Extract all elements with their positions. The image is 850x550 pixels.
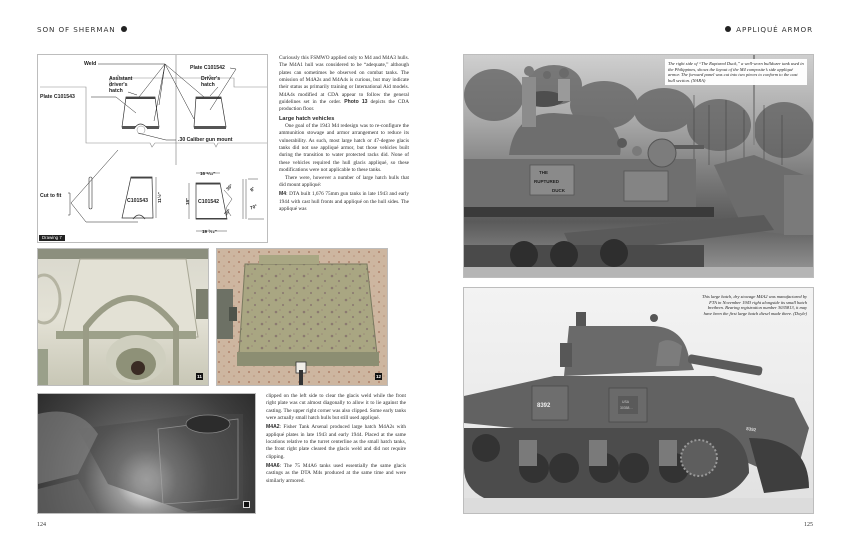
text-column-top [279, 55, 409, 213]
welding-production-floor-image [38, 394, 256, 514]
text-m4a6: : The 75 M4A6 tanks used essentially the same glacis castings as the DTA M4s produced at the same time and were similarly armored. [266, 463, 406, 484]
m4a2-tank-image [464, 288, 814, 514]
callout-weld: Weld [84, 61, 97, 67]
part-label-c101543: C101543 [127, 198, 149, 204]
photo-number-badge: 12 [375, 374, 382, 379]
dimension-c101543-height: 11½" [157, 192, 162, 203]
svg-text:THE: THE [539, 170, 548, 175]
page-number-right: 125 [804, 522, 813, 528]
dimension-angle-b: 30° [223, 208, 232, 217]
running-head-left-text: SON OF SHERMAN [37, 25, 116, 34]
photo-m4a2-large-hatch [463, 287, 814, 514]
paragraph-fsmwo: Curiously this FSMWO applied only to M4 and M4A3 hulls. The M4A1 hull was considered to be “adequate,” although plates can sometimes be observed on combat tanks. The omission of M4A2s and M4A4s is curious, but may indicate their status as primarily training or International Aid models. M4A4s modified at CDA appear to follow the general guidelines set in the order. [279, 55, 409, 106]
dimension-angle-d: 70° [249, 203, 258, 211]
ornament-bullet-icon [725, 26, 731, 32]
label-m4a2: M4A2 [266, 424, 280, 431]
caption-box-m4a2 [701, 294, 807, 316]
photo-number-badge-13 [243, 501, 250, 508]
callout-plate-c101542: Plate C101542 [190, 65, 225, 71]
label-m4: M4 [279, 191, 287, 198]
rusty-applique-plate-image [217, 249, 388, 386]
svg-text:RUPTURED: RUPTURED [534, 179, 560, 184]
caption-ruptured-duck: The right side of “The Ruptured Duck,” a well-worn bulldozer tank used in the Philippines, shows the layout of the M4 composite’s side appliqué armor. The forward panel was cut into two pieces to conform to the cast hull section. (NARA) [668, 61, 804, 83]
callout-cut-to-fit: Cut to fit [40, 193, 62, 199]
paragraph-applique-clipped: clipped on the left side to clear the glacis weld while the front right plate was cut almost diagonally to allow it to lie against the casting. The upper right corner was also clipped. Some early tanks were actually small hatch hulls but still used appliqué. [266, 393, 406, 422]
bulldozer-tank-image [464, 55, 814, 278]
text-m4a2: : Fisher Tank Arsenal produced large hatch M4A2s with appliqué plates in late 1943 and early 1944. Placed at the same locations relative to the turret centerline as the small hatch tanks, the front right plate cleared the glacis weld and did not require clipping. [266, 424, 406, 460]
photo-13-welding [37, 393, 256, 514]
page-number-left: 124 [37, 522, 46, 528]
dimension-angle-c: 8° [249, 185, 256, 193]
paragraph-m4 [279, 191, 409, 213]
dimension-angle-a: 30° [225, 183, 234, 192]
running-head-right-text: APPLIQUÉ ARMOR [736, 25, 813, 34]
text-column-bottom [266, 393, 406, 485]
ornament-bullet-icon [121, 26, 127, 32]
callout-assistant-hatch-1: Assistant [109, 76, 133, 82]
label-m4a6: M4A6 [266, 463, 280, 470]
callout-gun-mount: .30 Caliber gun mount [178, 137, 233, 143]
dimension-top-width: 16 ⁵⁄₁₆" [200, 171, 216, 176]
callout-drivers-hatch-1: Driver's [201, 76, 221, 82]
plate-marking-number: 30358… [620, 406, 633, 410]
callout-plate-c101543: Plate C101543 [40, 94, 75, 100]
dimension-bottom-width: 19 ¹⁄₁₆" [202, 229, 217, 234]
photo-reference: Photo 13 [344, 99, 368, 106]
callout-drivers-hatch-2: hatch [201, 82, 215, 88]
caption-m4a2: This large hatch, dry stowage M4A2 was manufactured by FTA in November 1943 right alongside its small hatch brethren. Bearing registration number 3035813, it may have been the first large hatch diesel made there. (Doyle) [701, 294, 807, 316]
photo-ruptured-duck [463, 54, 814, 278]
svg-text:8392: 8392 [745, 426, 757, 433]
caption-box-ruptured-duck [665, 59, 807, 85]
glacis-bow-mount-image [38, 249, 209, 386]
section-heading-large-hatch: Large hatch vehicles [279, 115, 335, 122]
drawing-7-figure [37, 54, 268, 243]
paragraph-large-hatch-applique: There were, however a number of large hatch hulls that did mount appliqué: [279, 174, 409, 188]
photo-12-applique-plate [216, 248, 388, 386]
running-head-left [37, 25, 129, 34]
drawing-number-tag: Drawing 7 [39, 235, 65, 241]
callout-assistant-hatch-2: driver's [109, 82, 128, 88]
paragraph-m4a6 [266, 463, 406, 485]
photo-reference-tail: depicts the CDA production floor. [279, 99, 410, 113]
part-label-c101542: C101542 [198, 199, 220, 205]
text-m4: : DTA built 1,676 75mm gun tanks in late 1943 and early 1944 with cast hull fronts and appliqué on the hull sides. The appliqué was [279, 191, 409, 212]
hull-front-applique-diagram [38, 55, 268, 243]
callout-assistant-hatch-3: hatch [109, 88, 123, 94]
paragraph-m4a2 [266, 424, 406, 461]
hull-registration-marking: 8392 [537, 403, 551, 409]
paragraph-1943-redesign: One goal of the 1943 M4 redesign was to re-configure the ammunition stowage and armor arrangement to reduce its vulnerability. As such, most large hatch or 47-degree glacis tanks did not use appliqué armor, but those vehicles built during the transition to water protected racks did. None of these vehicles required the hull glacis appliqué, so these modifications were not applicable to these tanks. [279, 123, 409, 174]
svg-text:DUCK: DUCK [552, 188, 565, 193]
dimension-height: 18" [185, 197, 190, 205]
running-head-right [723, 25, 813, 34]
photo-number-badge: 11 [197, 374, 202, 379]
plate-marking-usa: USA [622, 400, 629, 404]
photo-11-hull-glacis [37, 248, 209, 386]
